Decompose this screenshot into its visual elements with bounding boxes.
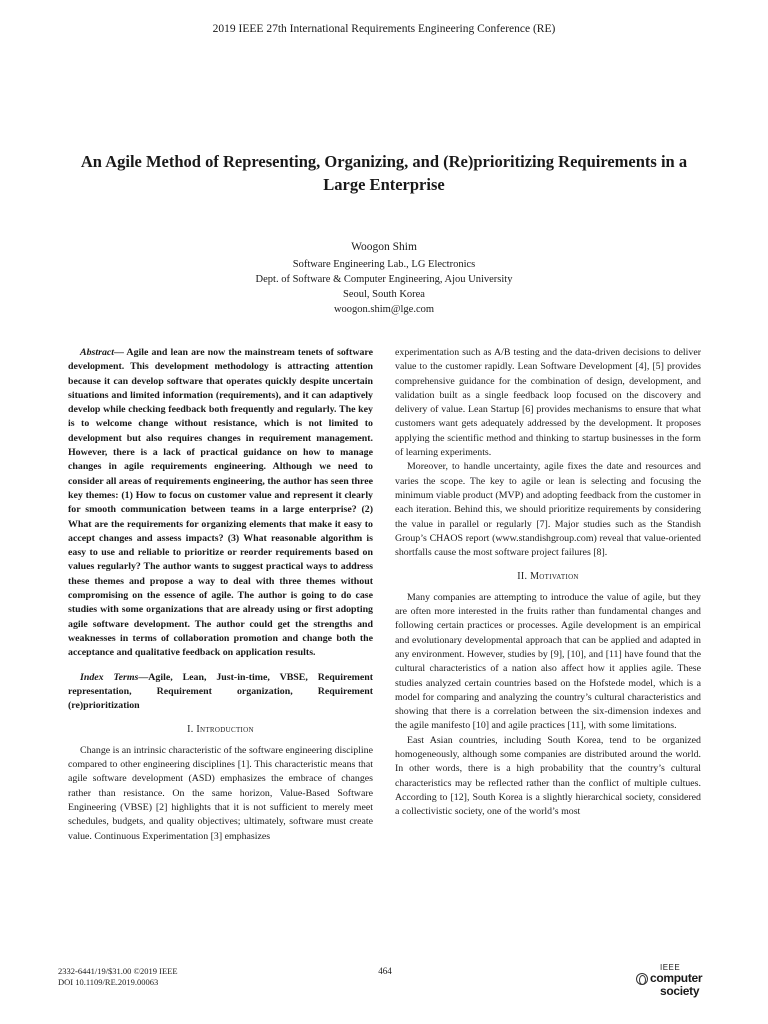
motivation-paragraph-2: East Asian countries, including South Korea, tend to be organized homogeneously, although some companies are distributed around the world. In other words, there is a high probability that the country’s cultural characteristics may be reflected rather than the conflict of multiple cultues. According to [12], South Korea is a slightly hierarchical society, considered a collectivistic society, one of the world’s most: [395, 734, 701, 818]
left-column: [68, 346, 373, 844]
page-number: 464: [378, 966, 392, 976]
footer-doi: DOI 10.1109/RE.2019.00063: [58, 977, 159, 987]
author-block: [0, 240, 768, 317]
intro-paragraph-2: Moreover, to handle uncertainty, agile fixes the date and resources and varies the scope. The key to agile or lean is selecting and focusing the minimum viable product (MVP) and adopting feedback from the customer in each iteration. Behind this, we should prioritize requirements by considering the value in parallel or regularly [7]. Major studies such as the Standish Group’s CHAOS report (www.standishgroup.com) reveal that value-oriented shortfalls cause the most software project failures [8].: [395, 461, 701, 559]
motivation-paragraph-1: Many companies are attempting to introduce the value of agile, but they are often more interested in the fruits rather than fundamental changes and following certain practices or processes. Agile development is an empirical and evolutionary developmental approach that can be applied and adapted in any environment. However, studies by [9], [10], and [11] have found that the cultural characteristics of a nation also affect how it applies agile. These studies analyzed certain countries based on the Hofstede model, which is a model for comparing and analyzing the country’s cultural characteristics and showing that there is a correlation between the six-dimension indexes and the agile manifesto [10] and agile practices [11], with some limitations.: [395, 591, 701, 732]
author-affiliation-2: Dept. of Software & Computer Engineering, Ajou University: [255, 274, 513, 285]
author-name: Woogon Shim: [351, 241, 417, 253]
index-terms-text: —Agile, Lean, Just-in-time, VBSE, Requirement representation, Requirement organization, Requirement (re)prioritization: [68, 671, 373, 712]
author-location: Seoul, South Korea: [343, 289, 425, 300]
conference-header: 2019 IEEE 27th International Requirements Engineering Conference (RE): [212, 23, 556, 35]
abstract: [68, 346, 373, 661]
right-column: [395, 346, 701, 820]
abstract-label: Abstract: [80, 347, 115, 358]
section-heading-introduction: I. Introduction: [187, 724, 254, 736]
author-affiliation-1: Software Engineering Lab., LG Electronics: [292, 259, 476, 270]
index-terms-label: Index Terms: [80, 671, 139, 683]
footer-issn: 2332-6441/19/$31.00 ©2019 IEEE: [58, 966, 178, 976]
ieee-computer-society-logo: [636, 963, 716, 1003]
section-heading-motivation: II. Motivation: [517, 571, 579, 583]
author-email[interactable]: woogon.shim@lge.com: [333, 304, 435, 315]
globe-icon: [636, 973, 648, 985]
logo-line-ieee: IEEE: [660, 963, 681, 972]
intro-continued-paragraph: experimentation such as A/B testing and the data-driven decisions to deliver value to the customer rapidly. Lean Software Development [4], [5] provides comprehensive guidance for the combination of design, development, and validation built as a single feedback loop focused on the discovery and delivery of value. Lean Startup [6] provides mechanisms to ensure that what customers want gets adequately addressed by the development. It proposes applying the scientific method and thinking to startup businesses in the form of learning experiments.: [395, 347, 701, 459]
paper-title: An Agile Method of Representing, Organizing, and (Re)prioritizing Requirements in a Large Enterprise: [80, 152, 688, 194]
intro-paragraph-1: Change is an intrinsic characteristic of the software engineering discipline compared to other engineering disciplines [1]. This characteristic means that agile software development (ASD) emphasizes the embrace of changes rather than resistance. On the same horizon, Value-Based Software Engineering (VBSE) [2] highlights that it is not sufficient to merely meet schedules, budgets, and quality objectives; ultimately, software must create value. Continuous Experimentation [3] emphasizes: [68, 744, 373, 842]
index-terms: [68, 671, 373, 714]
logo-line-society: society: [660, 984, 700, 998]
logo-line-computer: computer: [650, 971, 703, 985]
footer-copyright: [58, 966, 178, 988]
abstract-text: — Agile and lean are now the mainstream tenets of software development. This development methodology is attracting attention because it can develop software that operates quickly despite uncertain situations and limited information (requirements), and it can adaptively develop while checking feedback both frequently and regularly. The key is to welcome change without resistance, which is not limited to development but also requires changes in requirement management. However, there is a lack of practical guidance on how to manage changes in agile requirements engineering. Although we need to consider all areas of requirements engineering, the author has seen three key themes: (1) How to focus on customer value and represent it clearly for smooth communication between teams in a large enterprise? (2) What are the requirements for organizing elements that make it easy to accept changes and assess impacts? (3) What reasonable algorithm is easy to use and reliable to prioritize or reorder requirements based on values regularly? The author wants to suggest practical ways to address these themes and propose a way to deal with three themes without compromising on the essence of agile. The author is going to do case studies with some organizations that are already using or first adopting agile software development. The author could get the strengths and weaknesses in terms of collaboration promotion and change both the acceptance and qualitative feedback on application results.: [68, 347, 373, 659]
